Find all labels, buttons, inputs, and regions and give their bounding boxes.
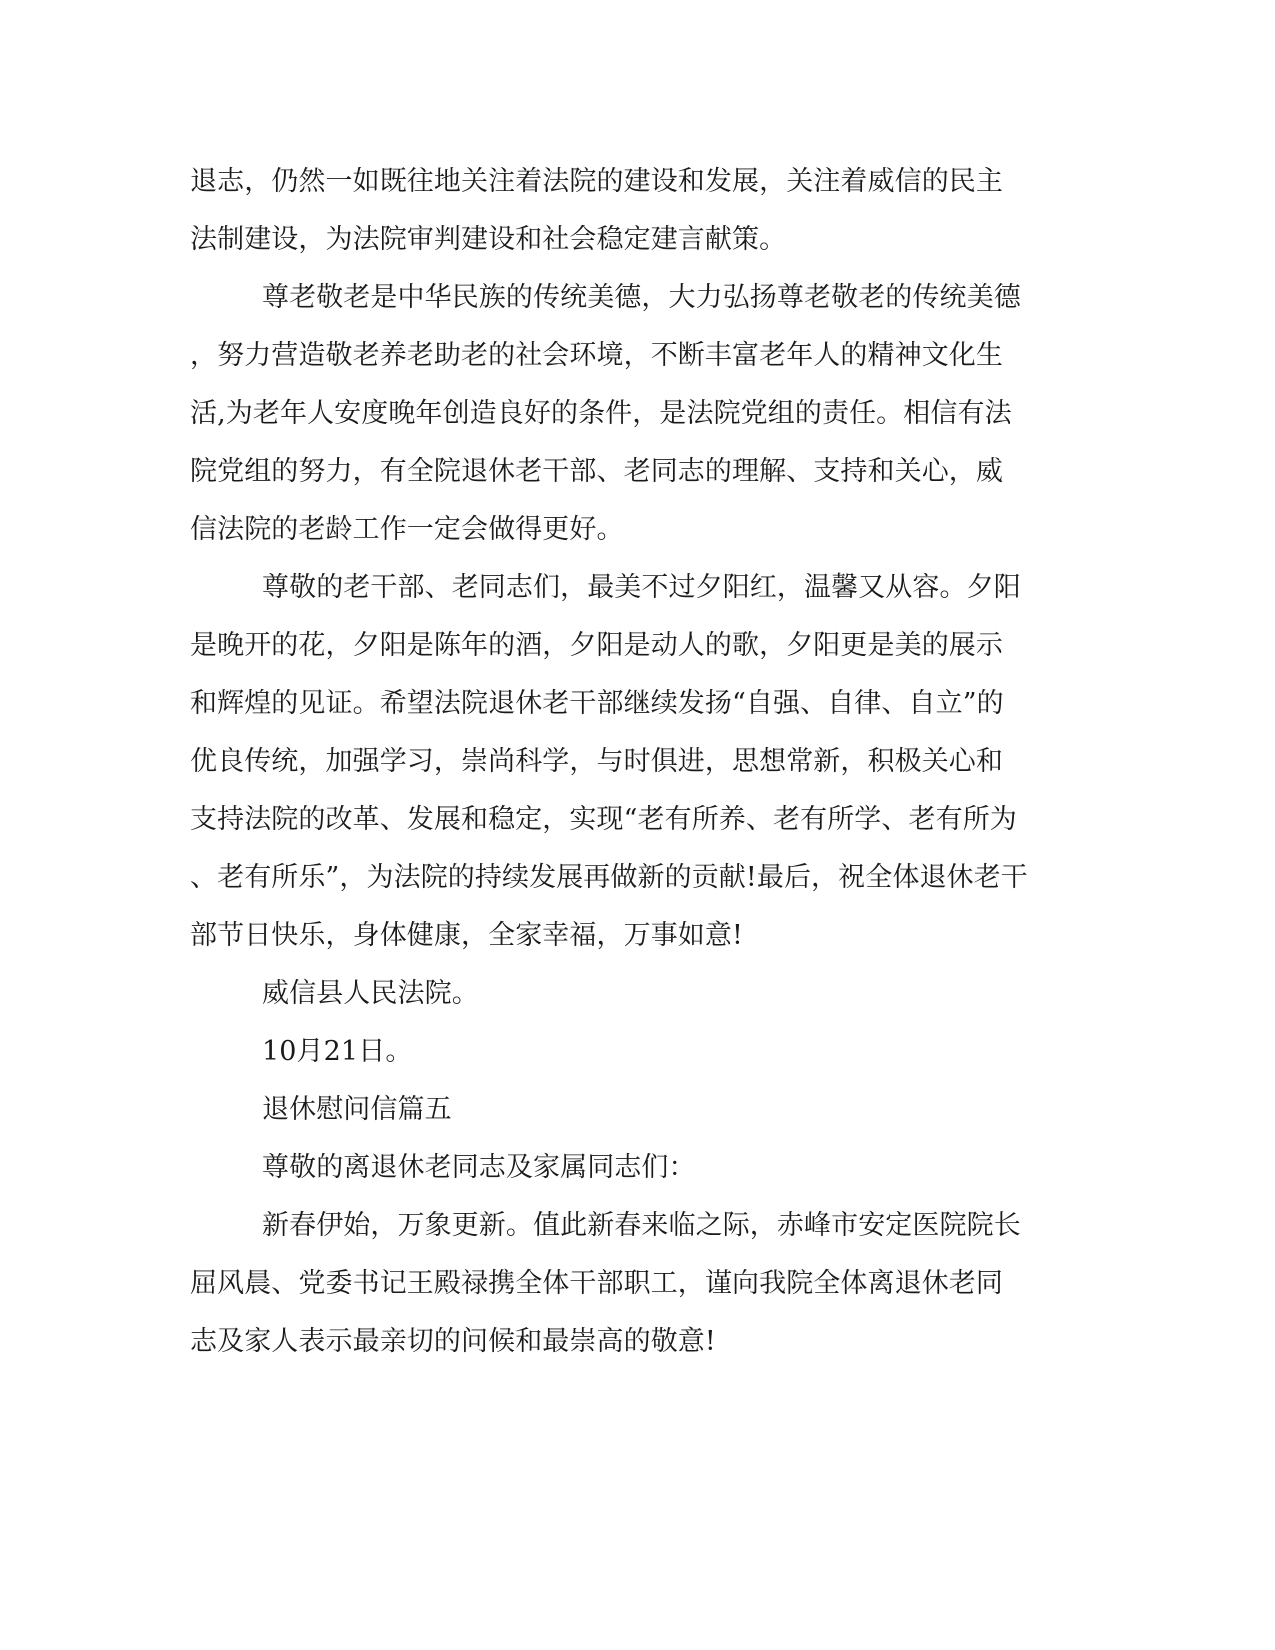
signature-date: 10月21日。 (262, 1036, 413, 1067)
text-line: ，努力营造敬老养老助老的社会环境，不断丰富老年人的精神文化生 (190, 340, 1003, 371)
text-line: 活,为老年人安度晚年创造良好的条件，是法院党组的责任。相信有法 (190, 398, 1012, 429)
signature-organization: 威信县人民法院。 (262, 978, 479, 1009)
text-line: 屈风晨、党委书记王殿禄携全体干部职工，谨向我院全体离退休老同 (190, 1268, 1003, 1299)
text-line: 退志，仍然一如既往地关注着法院的建设和发展，关注着威信的民主 (190, 166, 1003, 197)
text-line: 志及家人表示最亲切的问候和最崇高的敬意! (190, 1326, 716, 1357)
text-line: 部节日快乐，身体健康，全家幸福，万事如意! (190, 920, 743, 951)
text-line: 信法院的老龄工作一定会做得更好。 (190, 514, 624, 545)
text-line: 和辉煌的见证。希望法院退休老干部继续发扬“自强、自律、自立”的 (190, 688, 1004, 719)
paragraph-start-line: 尊老敬老是中华民族的传统美德，大力弘扬尊老敬老的传统美德 (262, 282, 1021, 313)
text-line: 法制建设，为法院审判建设和社会稳定建言献策。 (190, 224, 787, 255)
text-line: 是晚开的花，夕阳是陈年的酒，夕阳是动人的歌，夕阳更是美的展示 (190, 630, 1003, 661)
paragraph-start-line: 尊敬的老干部、老同志们，最美不过夕阳红，温馨又从容。夕阳 (262, 572, 1021, 603)
text-line: 优良传统，加强学习，崇尚科学，与时俱进，思想常新，积极关心和 (190, 746, 1003, 777)
text-line: 、老有所乐”，为法院的持续发展再做新的贡献!最后，祝全体退休老干 (190, 862, 1028, 893)
paragraph-start-line: 新春伊始，万象更新。值此新春来临之际，赤峰市安定医院院长 (262, 1210, 1021, 1241)
text-line: 院党组的努力，有全院退休老干部、老同志的理解、支持和关心，威 (190, 456, 1003, 487)
section-title: 退休慰问信篇五 (262, 1094, 452, 1125)
salutation: 尊敬的离退休老同志及家属同志们： (262, 1152, 696, 1183)
text-line: 支持法院的改革、发展和稳定，实现“老有所养、老有所学、老有所为 (190, 804, 1017, 835)
